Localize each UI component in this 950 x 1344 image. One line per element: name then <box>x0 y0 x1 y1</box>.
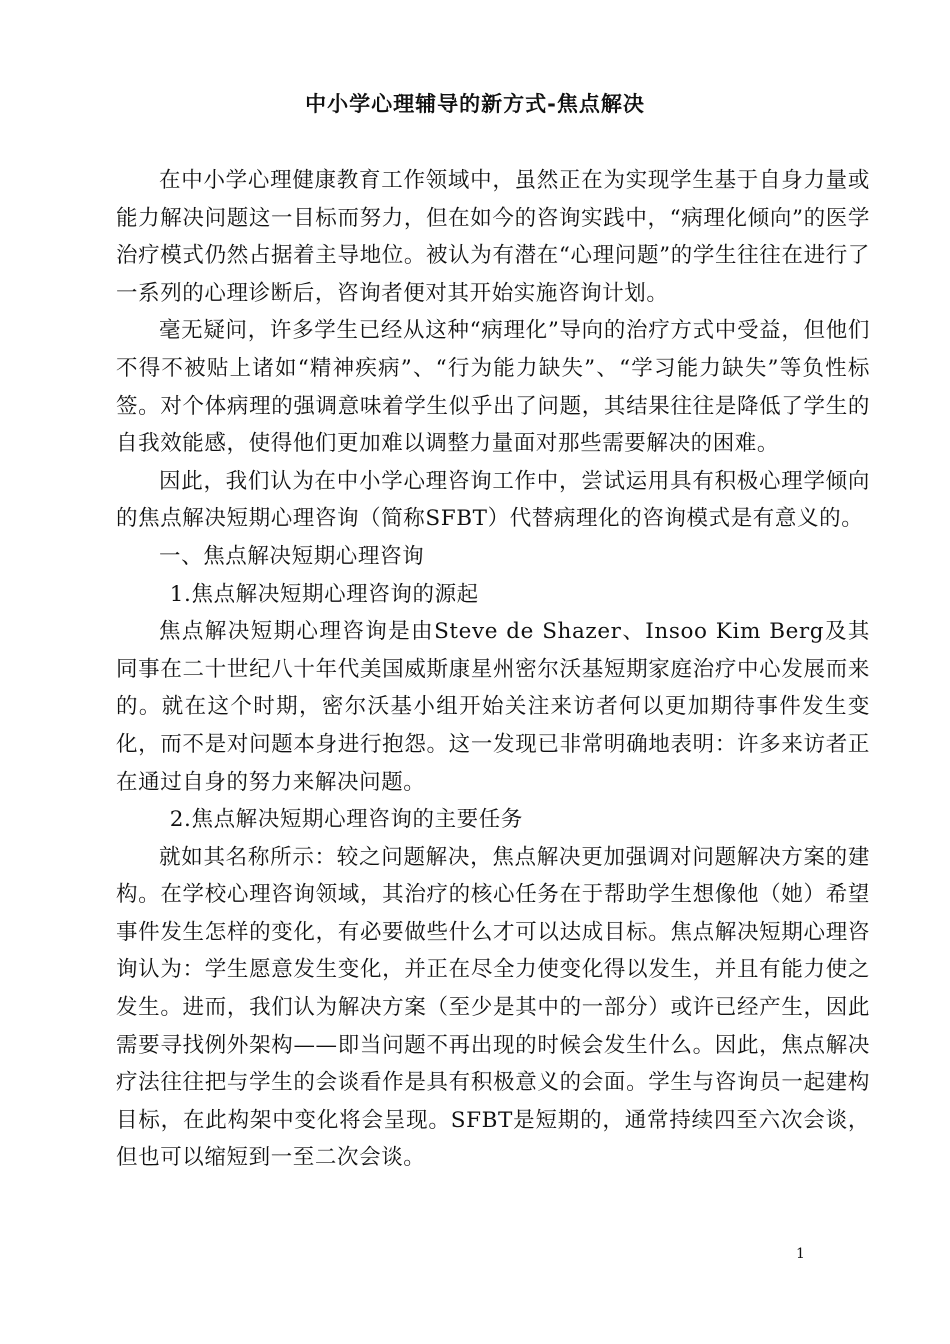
document-body <box>116 162 870 1177</box>
paragraph-conclusion: 因此，我们认为在中小学心理咨询工作中，尝试运用具有积极心理学倾向的焦点解决短期心理咨询（简称SFBT）代替病理化的咨询模式是有意义的。 <box>116 468 870 532</box>
document-title: 中小学心理辅导的新方式-焦点解决 <box>305 92 645 116</box>
paragraph-intro: 在中小学心理健康教育工作领域中，虽然正在为实现学生基于自身力量或能力解决问题这一目标而努力，但在如今的咨询实践中，“病理化倾向”的医学治疗模式仍然占据着主导地位。被认为有潜在“心理问题”的学生往往在进行了一系列的心理诊断后，咨询者便对其开始实施咨询计划。 <box>116 168 870 306</box>
section-heading: 一、焦点解决短期心理咨询 <box>159 543 425 569</box>
paragraph-labels: 毫无疑问，许多学生已经从这种“病理化”导向的治疗方式中受益，但他们不得不被贴上诸如“精神疾病”、“行为能力缺失”、“学习能力缺失”等负性标签。对个体病理的强调意味着学生似乎出了问题，其结果往往是降低了学生的自我效能感，使得他们更加难以调整力量面对那些需要解决的困难。 <box>116 318 870 457</box>
paragraph-origin: 焦点解决短期心理咨询是由Steve de Shazer、Insoo Kim Berg及其同事在二十世纪八十年代美国威斯康星州密尔沃基短期家庭治疗中心发展而来的。就在这个时期，密尔沃基小组开始关注来访者何以更加期待事件发生变化，而不是对问题本身进行抱怨。这一发现已非常明确地表明：许多来访者正在通过自身的努力来解决问题。 <box>116 619 870 795</box>
paragraph-tasks: 就如其名称所示：较之问题解决，焦点解决更加强调对问题解决方案的建构。在学校心理咨询领域，其治疗的核心任务在于帮助学生想像他（她）希望事件发生怎样的变化，有必要做些什么才可以达成目标。焦点解决短期心理咨询认为：学生愿意发生变化，并正在尽全力使变化得以发生，并且有能力使之发生。进而，我们认为解决方案（至少是其中的一部分）或许已经产生，因此需要寻找例外架构——即当问题不再出现的时候会发生什么。因此，焦点解决疗法往往把与学生的会谈看作是具有积极意义的会面。学生与咨询员一起建构目标，在此构架中变化将会呈现。SFBT是短期的，通常持续四至六次会谈，但也可以缩短到一至二次会谈。 <box>116 844 870 1171</box>
page-number: 1 <box>796 1246 805 1262</box>
subsection-heading-tasks: 2.焦点解决短期心理咨询的主要任务 <box>169 807 523 833</box>
subsection-heading-origin: 1.焦点解决短期心理咨询的源起 <box>169 581 479 607</box>
